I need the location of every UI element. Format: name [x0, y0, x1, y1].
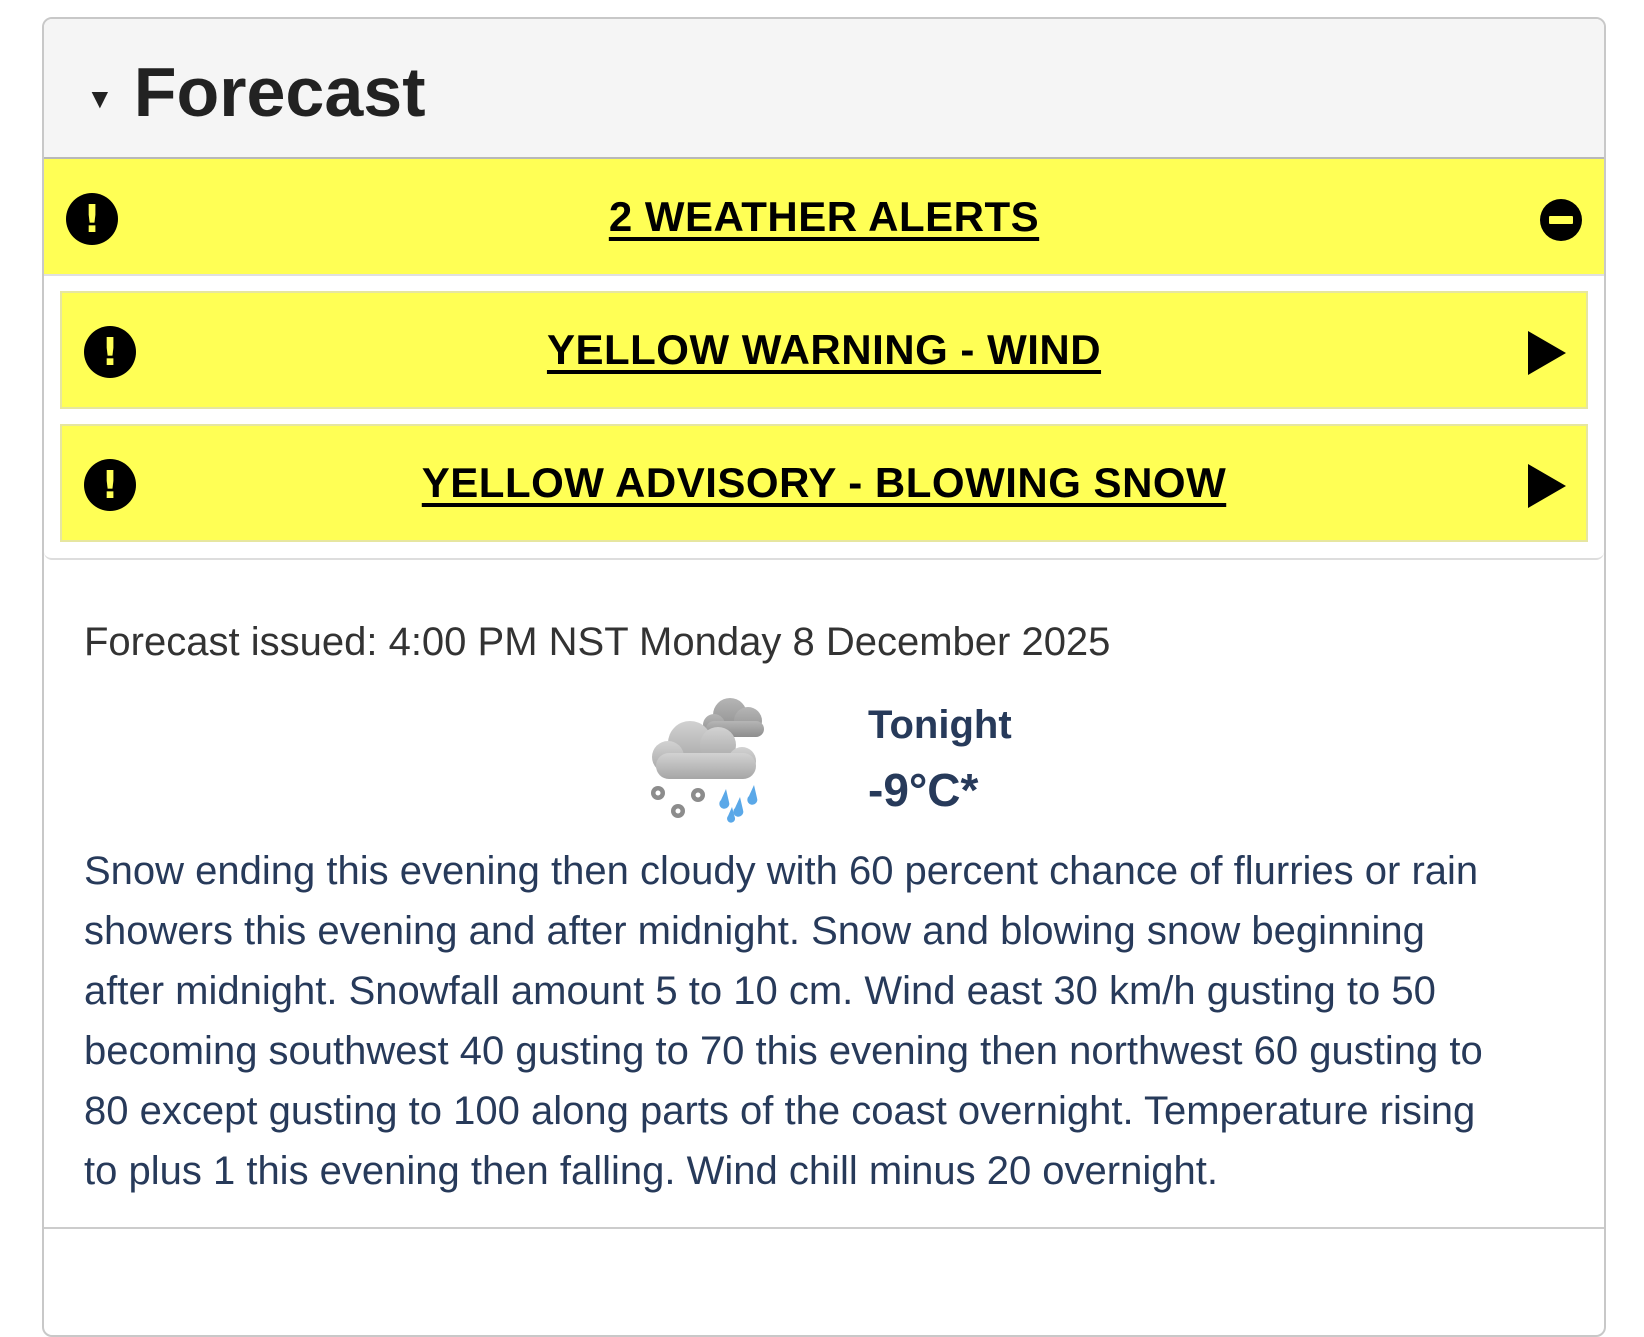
alert-item-blowing-snow-advisory[interactable]	[60, 424, 1588, 542]
expand-arrow-icon[interactable]	[1528, 331, 1566, 375]
expand-arrow-icon[interactable]	[1528, 464, 1566, 508]
collapse-caret-icon[interactable]: ▼	[86, 83, 114, 114]
forecast-body	[44, 560, 1604, 1201]
alert-link-wind-warning[interactable]: YELLOW WARNING - WIND	[546, 326, 1102, 373]
alert-link-blowing-snow-advisory[interactable]: YELLOW ADVISORY - BLOWING SNOW	[421, 459, 1227, 506]
divider	[44, 1227, 1604, 1229]
minus-circle-icon[interactable]	[1540, 199, 1582, 241]
forecast-summary-text: Snow ending this evening then cloudy with 60 percent chance of flurries or rain showers this evening and after midnight. Snow and blowing snow beginning after midnight. Snowfall amount 5 to 10 cm. Wind east 30 km/h gusting to 50 becoming southwest 40 gusting to 70 this evening then northwest 60 gusting to 80 except gusting to 100 along parts of the coast overnight. Temperature rising to plus 1 this evening then falling. Wind chill minus 20 overnight.	[84, 849, 1483, 1193]
snow-and-rain-cloud-icon	[644, 693, 774, 828]
forecast-period	[84, 693, 1564, 833]
exclamation-icon: !	[66, 193, 118, 245]
forecast-period-name: Tonight	[868, 703, 1012, 747]
alert-item-wind-warning[interactable]	[60, 291, 1588, 409]
exclamation-icon: !	[84, 459, 136, 511]
forecast-panel	[42, 17, 1606, 1337]
weather-alerts-summary-link[interactable]: 2 WEATHER ALERTS	[608, 192, 1040, 240]
exclamation-icon: !	[84, 326, 136, 378]
forecast-period-temperature: -9°C*	[868, 764, 979, 816]
weather-alerts	[44, 159, 1604, 560]
forecast-panel-header[interactable]	[44, 19, 1604, 159]
forecast-issued-time: Forecast issued: 4:00 PM NST Monday 8 December 2025	[84, 620, 1111, 664]
panel-title: Forecast	[133, 53, 426, 131]
weather-alerts-summary-bar[interactable]	[44, 159, 1604, 276]
